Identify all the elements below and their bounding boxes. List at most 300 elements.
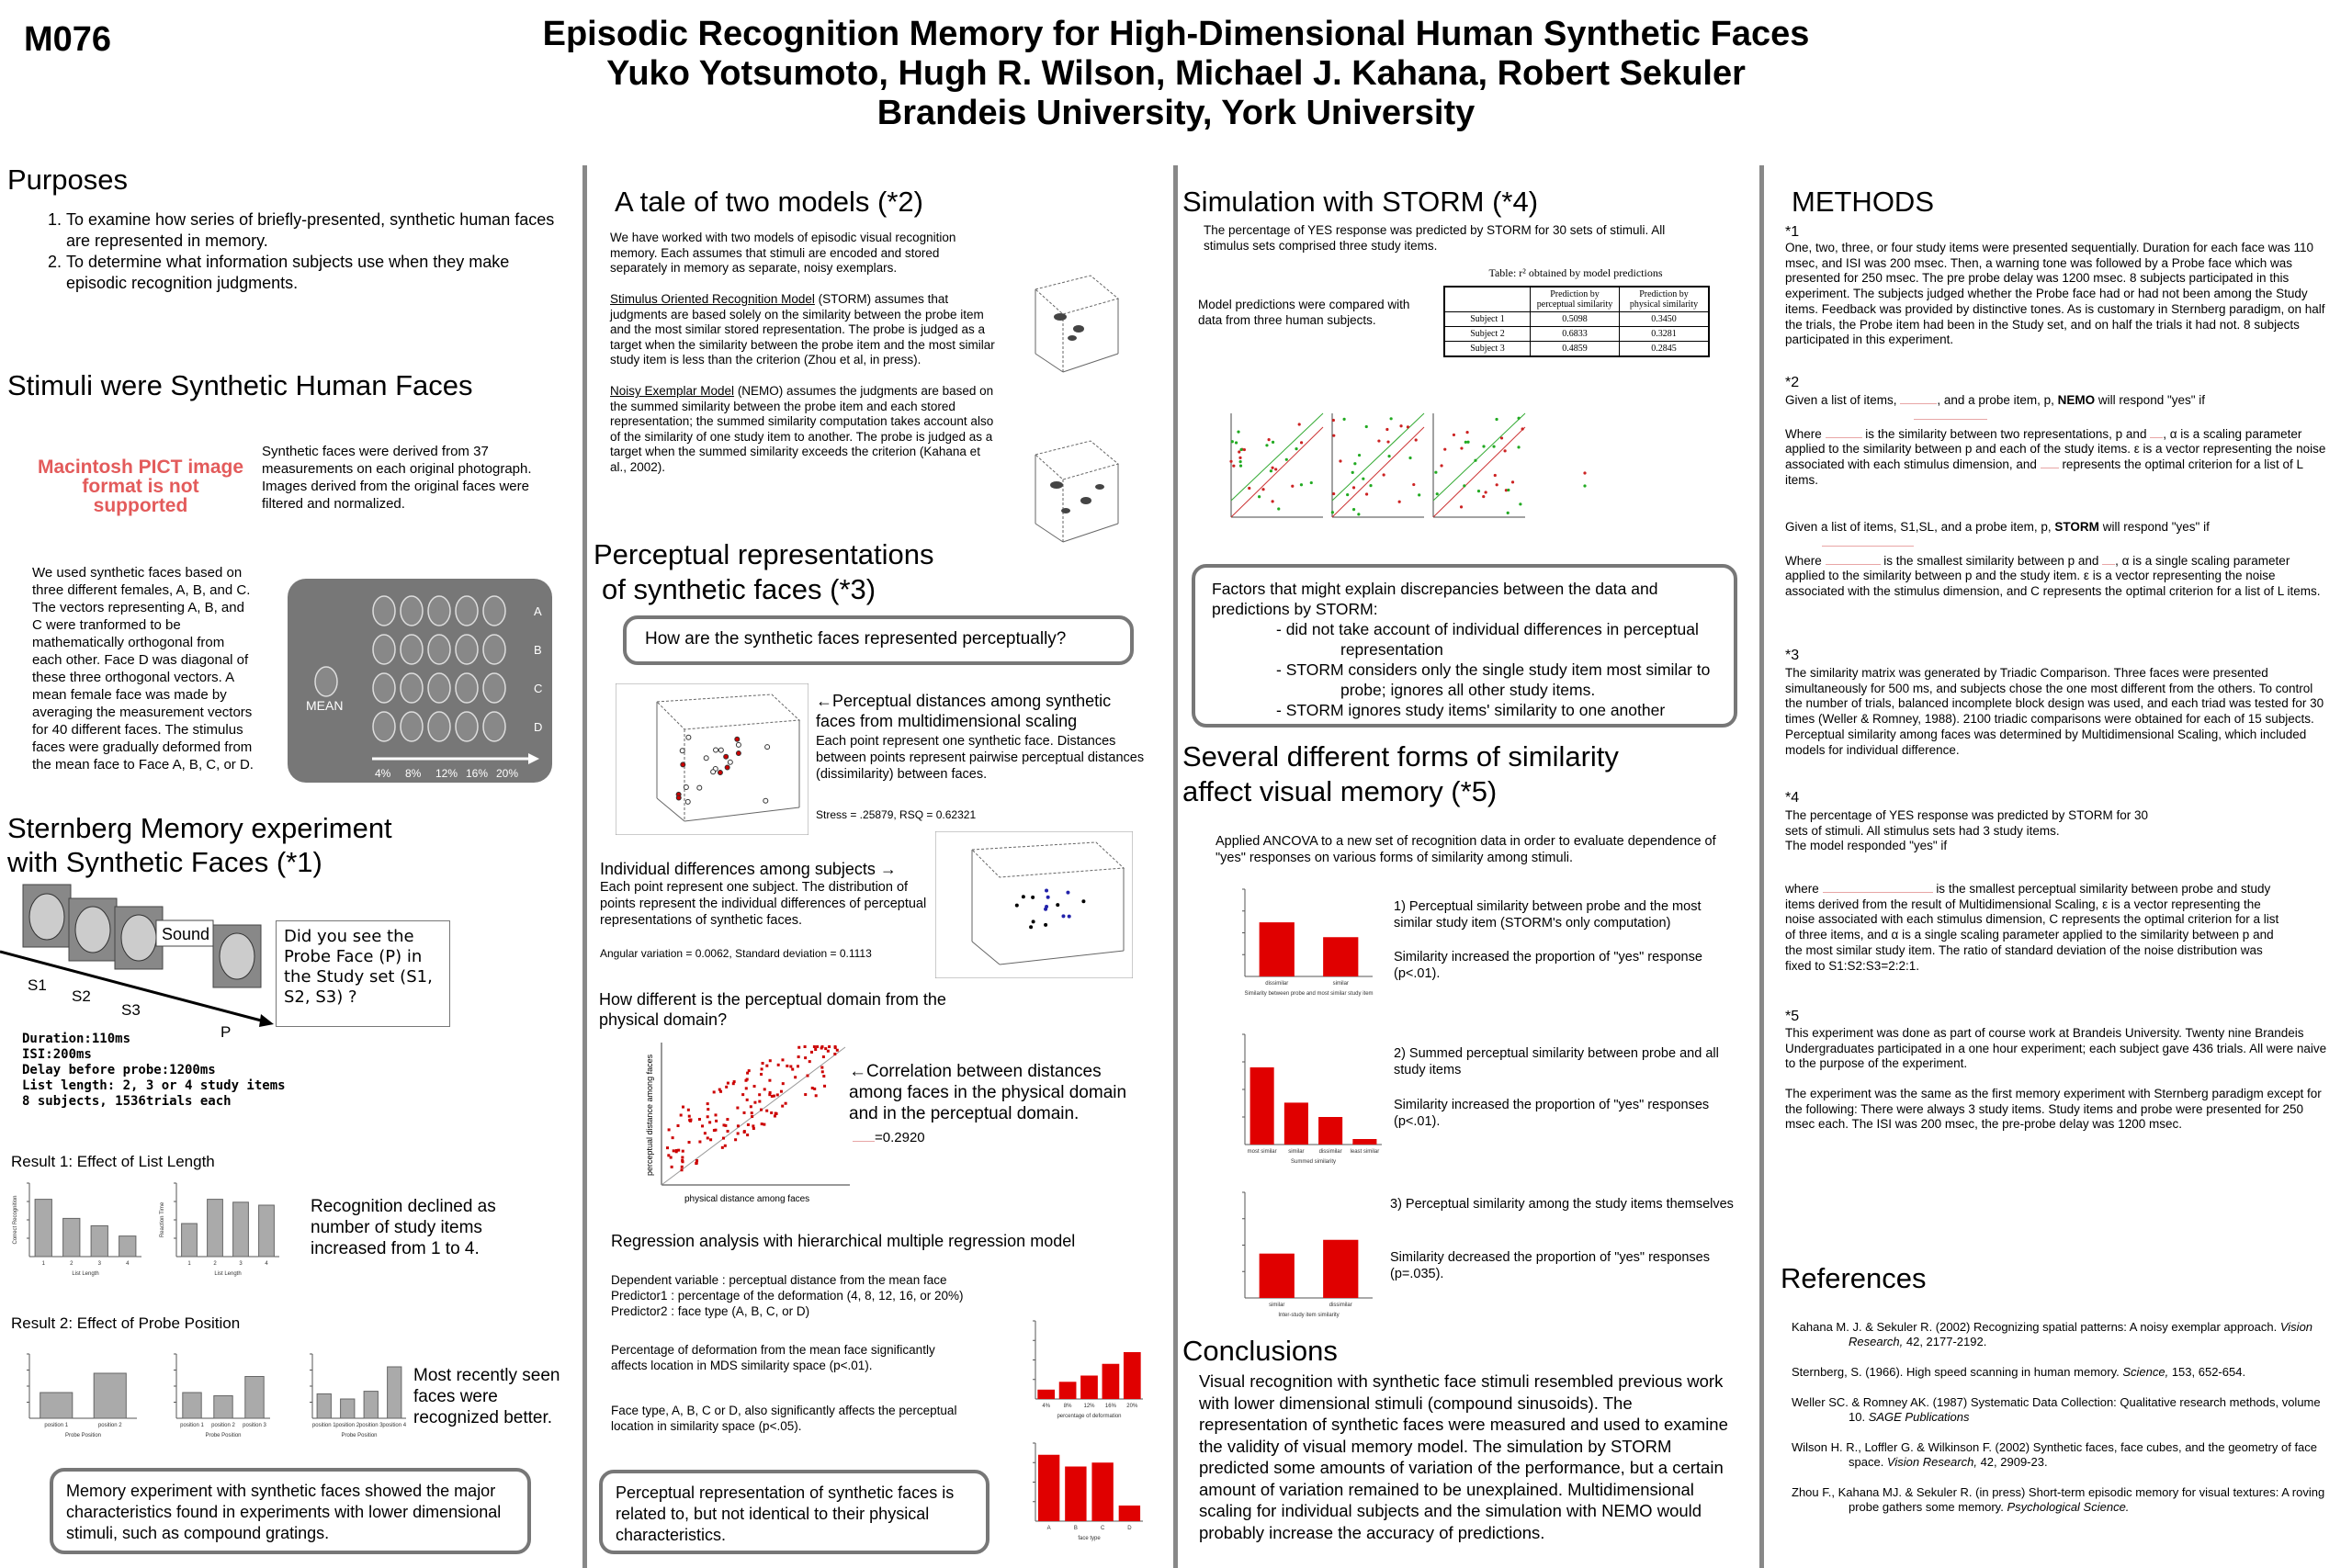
correlation-point <box>741 1093 744 1096</box>
face-thumbnail <box>428 712 450 741</box>
col1-summary-box: Memory experiment with synthetic faces showed the major characteristics found in experiments with lower dimensional stimuli, such as compound gratings. <box>50 1468 531 1554</box>
prediction-point <box>1465 431 1468 434</box>
face-thumbnail <box>373 712 395 741</box>
mds-point <box>725 765 729 770</box>
correlation-point <box>810 1051 813 1054</box>
correlation-point <box>760 1109 763 1111</box>
correlation-point <box>743 1130 746 1133</box>
table-cell: 0.4859 <box>1531 342 1620 357</box>
correlation-point <box>682 1160 684 1163</box>
finding2-title: 2) Summed perceptual similarity between probe and all study items <box>1394 1046 1719 1077</box>
correlation-point <box>777 1064 780 1066</box>
factors-box <box>1192 564 1737 728</box>
table-header: Prediction by physical similarity <box>1620 287 1710 312</box>
methods-heading: METHODS <box>1792 186 1934 218</box>
table-header: Prediction by perceptual similarity <box>1531 287 1620 312</box>
model-3d-plot-nemo <box>1022 432 1125 547</box>
prediction-point <box>1517 417 1520 420</box>
correlation-point <box>722 1137 725 1140</box>
correlation-point <box>804 1056 807 1059</box>
face-thumbnail <box>483 712 505 741</box>
result2-text: Most recently seen faces were recognized better. <box>413 1366 560 1427</box>
correlation-point <box>721 1146 724 1149</box>
poster-authors: Yuko Yotsumoto, Hugh R. Wilson, Michael J. Kahana, Robert Sekuler <box>606 54 1746 93</box>
mds-point <box>735 737 740 741</box>
correlation-point <box>797 1046 800 1049</box>
mds-point <box>680 749 684 753</box>
correlation-point <box>752 1124 754 1127</box>
correlation-point <box>762 1062 764 1065</box>
correlation-point <box>804 1093 807 1096</box>
x-tick-label: C <box>1100 1526 1105 1531</box>
correlation-point <box>672 1136 674 1139</box>
scatter-ylabel: perceptual distance among faces <box>645 1054 654 1176</box>
prediction-point <box>1460 505 1463 508</box>
x-axis-label: Probe Position <box>205 1433 242 1438</box>
result1-heading: Result 1: Effect of List Length <box>11 1153 215 1170</box>
subject-point <box>1045 889 1048 893</box>
mds-point <box>714 748 718 752</box>
prediction-point <box>1261 488 1264 491</box>
correlation-point <box>666 1146 669 1149</box>
prediction-point <box>1248 487 1250 490</box>
face-thumbnail <box>428 596 450 626</box>
prediction-point <box>1365 492 1368 495</box>
prediction-point <box>1272 441 1274 444</box>
param-line: 8 subjects, 1536trials each <box>22 1094 232 1109</box>
method-label: *2 <box>1785 375 1800 390</box>
col2-summary-box: Perceptual representation of synthetic faces is related to, but not identical to their physical characteristics. <box>599 1470 989 1554</box>
prediction-point <box>1310 481 1313 484</box>
s-label: S2 <box>72 987 91 1005</box>
correlation-value <box>853 1130 925 1145</box>
x-tick-label: position 1 <box>311 1423 336 1428</box>
face-thumbnail <box>483 596 505 626</box>
correlation-point <box>763 1088 766 1090</box>
prediction-point <box>1238 457 1241 459</box>
storm-prediction-scatters <box>1190 409 1649 547</box>
study-face-1 <box>23 885 71 947</box>
subject-point <box>1045 905 1048 908</box>
scale-label: 20% <box>496 767 519 780</box>
regression-line: Predictor2 : face type (A, B, C, or D) <box>611 1304 810 1318</box>
correlation-point <box>820 1066 823 1069</box>
bar <box>214 1396 232 1419</box>
correlation-point <box>781 1058 784 1061</box>
correlation-point <box>695 1159 698 1162</box>
column-divider <box>1759 165 1764 1568</box>
faces-panel <box>288 579 552 783</box>
bar <box>91 1225 107 1257</box>
bar <box>317 1393 331 1418</box>
correlation-point <box>770 1111 773 1114</box>
correlation-point <box>827 1050 830 1053</box>
models-intro: We have worked with two models of episodic visual recognition memory. Each assumes that stimuli are encoded and stored separately in memory as separate, noisy exemplars. <box>610 231 956 275</box>
faces-grid <box>288 579 552 783</box>
table-cell: Subject 2 <box>1444 327 1531 342</box>
prediction-point <box>1399 424 1402 427</box>
simulation-compare: Model predictions were compared with data from three human subjects. <box>1198 298 1410 327</box>
correlation-point <box>797 1055 800 1058</box>
poster-title: Episodic Recognition Memory for High-Dimensional Human Synthetic Faces <box>542 15 1810 53</box>
prediction-point <box>1418 493 1420 496</box>
experiment-params <box>22 1032 286 1110</box>
x-tick-label: similar <box>1332 981 1349 987</box>
prediction-point <box>1482 445 1485 447</box>
prediction-point <box>1440 464 1442 467</box>
face-thumbnail <box>373 673 395 703</box>
subject-point <box>1056 903 1059 907</box>
sternberg-heading-line: with Synthetic Faces (*1) <box>7 846 322 878</box>
face-thumbnail <box>483 673 505 703</box>
method-4-line: The percentage of YES response was predicted by STORM for 30 sets of stimuli. All stimulus sets had 3 study items. <box>1785 808 2148 838</box>
correlation-point <box>751 1111 753 1114</box>
poster-header <box>0 15 2352 133</box>
correlation-point <box>833 1053 836 1055</box>
x-tick-label: position 3 <box>243 1423 266 1428</box>
bar <box>233 1202 249 1257</box>
sound-label: Sound <box>162 925 210 943</box>
correlation-point <box>834 1045 837 1048</box>
bar <box>1119 1506 1140 1521</box>
face-thumbnail <box>373 596 395 626</box>
prediction-point <box>1415 438 1418 441</box>
x-tick-label: dissimilar <box>1318 1149 1342 1155</box>
prediction-point <box>1507 512 1510 514</box>
subject-point <box>1068 915 1071 919</box>
physical-question: How different is the perceptual domain from the physical domain? <box>599 990 946 1029</box>
fit-line <box>1231 413 1323 501</box>
mds-point <box>763 798 768 803</box>
fit-line <box>1231 427 1323 517</box>
percept-heading <box>594 537 934 607</box>
regression-line: Dependent variable : perceptual distance from the mean face <box>611 1273 947 1287</box>
table-cell: 0.5098 <box>1531 312 1620 327</box>
bar <box>94 1373 126 1418</box>
x-tick-label: position 1 <box>44 1423 69 1428</box>
prediction-point <box>1300 441 1303 444</box>
finding3-title: 3) Perceptual similarity among the study items themselves <box>1390 1197 1734 1212</box>
poster-affiliation: Brandeis University, York University <box>876 94 1476 132</box>
correlation-point <box>704 1132 707 1134</box>
correlation-point <box>748 1069 751 1072</box>
prediction-point <box>1272 500 1274 502</box>
pict-placeholder: Macintosh PICT image format is not supported <box>37 457 244 516</box>
correlation-point <box>814 1048 817 1051</box>
correlation-point <box>823 1085 826 1088</box>
prediction-point <box>1235 441 1238 444</box>
correlation-point <box>811 1087 814 1089</box>
face-thumbnail <box>456 635 478 664</box>
prediction-point <box>1346 493 1349 496</box>
bar <box>182 1224 198 1257</box>
prediction-point <box>1485 491 1487 493</box>
mean-face-thumbnail <box>315 667 337 696</box>
reference-item: Weller SC. & Romney AK. (1987) Systematic Data Collection: Qualitative research methods, volume 10. SAGE Publications <box>1792 1395 2321 1424</box>
prediction-point <box>1232 465 1235 468</box>
correlation-point <box>687 1109 690 1111</box>
x-tick-label: A <box>1046 1526 1051 1531</box>
x-tick-label: 1 <box>187 1261 191 1267</box>
reference-item: Sternberg, S. (1966). High speed scanning in human memory. Science, 153, 652-654. <box>1792 1365 2246 1379</box>
prediction-point <box>1492 445 1495 447</box>
mds-point <box>765 745 770 750</box>
correlation-point <box>782 1082 785 1085</box>
bar <box>341 1399 355 1418</box>
prediction-point <box>1353 462 1356 465</box>
bar <box>1038 1455 1059 1521</box>
prediction-point <box>1331 511 1334 513</box>
correlation-point <box>701 1124 704 1127</box>
prediction-point <box>1295 447 1297 450</box>
prediction-point <box>1511 480 1514 483</box>
correlation-point <box>737 1124 740 1127</box>
x-tick-label: position 2 <box>335 1423 360 1428</box>
subject-point <box>1081 899 1085 903</box>
correlation-point <box>821 1045 824 1048</box>
prediction-point <box>1239 448 1242 451</box>
finding2-result: Similarity increased the proportion of "yes" responses (p<.01). <box>1394 1098 1710 1129</box>
probe-face <box>213 925 261 987</box>
correlation-point <box>688 1141 691 1144</box>
correlation-point <box>769 1091 772 1094</box>
prediction-point <box>1332 492 1335 495</box>
fit-line <box>1433 413 1525 501</box>
indiv-title: Individual differences among subjects → <box>600 860 897 878</box>
indiv-text: Each point represent one subject. The distribution of points represent the individual differences of perceptual representations of synthetic faces. <box>600 880 927 928</box>
correlation-point <box>746 1134 749 1136</box>
legend-marker <box>1583 484 1586 487</box>
legend-marker <box>1583 471 1586 474</box>
bar <box>1065 1467 1086 1522</box>
correlation-point <box>681 1166 684 1168</box>
face-thumbnail <box>483 635 505 664</box>
correlation-point <box>765 1110 768 1112</box>
bar <box>119 1236 136 1257</box>
correlation-point <box>688 1115 691 1118</box>
subject-point <box>1061 914 1065 918</box>
method-1-text: One, two, three, or four study items were presented sequentially. Duration for each face was 110 msec, and ISI was 200 msec. Then, a warning tone was followed by a Probe face which was presented for 250 msec. The pre probe delay was 1200 msec. 8 subjects participated in this experiment. The subjects judged whether the Probe face had or had not been among the Study items. Feedback was provided by distinctive tones. As is customary in Sternberg paradigm, on half the trials, the Probe item had been in the Study set, and on half the trials it had not. 8 subjects participated in this experiment. <box>1785 241 2325 347</box>
p-label: P <box>220 1023 232 1041</box>
prediction-point <box>1453 434 1455 436</box>
prediction-point <box>1243 448 1246 451</box>
mean-label: MEAN <box>306 698 344 713</box>
method-2-nemo: Given a list of items, , and a probe item, p, NEMO will respond "yes" if Where is the similarity between two representations, p and , α is a scaling parameter applied to the similarity between p and each of the study items. ε is a vector representing the noise associated with each stimulus dimension, and represents the optimal criterion for a list of L items. <box>1785 393 2326 487</box>
purposes-list <box>37 209 570 294</box>
correlation-point <box>821 1070 824 1073</box>
nemo-name: Noisy Exemplar Model <box>610 384 735 398</box>
scale-arrow-head <box>528 753 539 764</box>
face-thumbnail <box>401 712 423 741</box>
x-tick-label: B <box>1073 1526 1078 1531</box>
prediction-point <box>1390 417 1393 420</box>
correlation-point <box>746 1099 749 1101</box>
correlation-point <box>760 1073 763 1076</box>
y-axis-label: Reaction Time <box>160 1201 165 1238</box>
mds-point <box>718 748 723 752</box>
subject-point <box>1022 895 1025 898</box>
x-tick-label: similar <box>1288 1149 1305 1155</box>
bar <box>40 1393 73 1418</box>
x-tick-label: 4 <box>126 1261 130 1267</box>
face-thumbnail <box>456 596 478 626</box>
prediction-point <box>1268 438 1271 441</box>
method-3-text: The similarity matrix was generated by Triadic Comparison. Three faces were presented simultaneously for 500 ms, and subjects chose the one most different from the others. To control the number of trials, balanced incomplete block design was used, and each triad was tested for 30 times (Weller & Romney, 1988). 2100 triadic comparisons were obtained for each of 15 subjects. Perceptual similarity among faces was determined by Multidimensional Scaling, which included models for individual difference. <box>1785 666 2324 757</box>
bar <box>1102 1364 1120 1399</box>
x-axis-label: percentage of deformation <box>1057 1414 1122 1419</box>
table-cell: 0.2845 <box>1620 342 1710 357</box>
subject-point <box>1066 891 1069 895</box>
chart-probe-position-2 <box>9 1347 142 1438</box>
method-2-storm: Given a list of items, S1,SL, and a probe item, p, STORM will respond "yes" if Where is the smallest similarity between p and , α is a single scaling parameter applied to the similarity between p and the study item. ε is a vector representing the noise associated with the stimulus dimension, and C represents the optimal criterion for a list of L items. <box>1785 520 2321 599</box>
prediction-point <box>1494 474 1497 477</box>
prediction-point <box>1352 486 1355 489</box>
prediction-table-wrap <box>1438 266 1713 357</box>
table-cell: 0.3281 <box>1620 327 1710 342</box>
reference-item: Wilson H. R., Loffler G. & Wilkinson F. (2002) Synthetic faces, face cubes, and the geometry of face space. Vision Research, 42, 2909-23. <box>1792 1440 2318 1469</box>
s-label: S1 <box>28 976 47 994</box>
method-5-text-1: This experiment was done as part of course work at Brandeis University. Twenty nine Brandeis Undergraduates participated in a one hour experiment; each subject gave 436 trials. All were naive to the purpose of the experiment. <box>1785 1026 2327 1071</box>
subject-point <box>1015 904 1019 908</box>
correlation-point <box>828 1045 831 1048</box>
face-row-label: B <box>534 643 542 657</box>
x-axis-label: List Length <box>214 1271 242 1277</box>
result1-text: Recognition declined as number of study items increased from 1 to 4. <box>311 1197 496 1258</box>
fit-line <box>1433 427 1525 517</box>
correlation-point <box>707 1136 709 1139</box>
x-tick-label: 3 <box>97 1261 101 1267</box>
prediction-point <box>1332 419 1335 422</box>
x-tick-label: dissimilar <box>1329 1303 1352 1308</box>
percept-heading-line: Perceptual representations <box>594 538 934 570</box>
face-thumbnail <box>428 673 450 703</box>
correlation-point <box>791 1068 794 1071</box>
face-row-label: D <box>534 720 543 734</box>
correlation-point <box>797 1065 799 1067</box>
correlation-point <box>707 1115 709 1118</box>
x-axis-label: Inter-study item similarity <box>1278 1313 1340 1318</box>
correlation-point <box>816 1045 819 1048</box>
correlation-point <box>775 1112 777 1115</box>
param-line: List length: 2, 3 or 4 study items <box>22 1078 286 1093</box>
correlation-point <box>789 1066 792 1068</box>
prediction-point <box>1271 467 1273 469</box>
reference-item: Kahana M. J. & Sekuler R. (2002) Recognizing spatial patterns: A noisy exemplar approach. Vision Research, 42, 2177-2192. <box>1792 1320 2313 1348</box>
table-cell: Subject 1 <box>1444 312 1531 327</box>
correlation-point <box>682 1150 684 1153</box>
prediction-point <box>1496 483 1498 486</box>
face-thumbnail <box>428 635 450 664</box>
forms-heading-line: Several different forms of similarity <box>1182 740 1619 773</box>
individual-differences-plot <box>935 831 1133 978</box>
correlation-point <box>715 1120 718 1122</box>
percept-heading-line: of synthetic faces (*3) <box>602 573 876 605</box>
s-label: S3 <box>121 1001 141 1019</box>
x-tick-label: 3 <box>239 1261 243 1267</box>
references-list <box>1792 1320 2329 1530</box>
x-tick-label: position 2 <box>97 1423 122 1428</box>
mds-point <box>676 795 681 800</box>
prediction-point <box>1351 471 1354 474</box>
prediction-point <box>1398 501 1401 503</box>
x-tick-label: least similar <box>1350 1149 1380 1155</box>
mds-point <box>686 735 691 739</box>
x-tick-label: 2 <box>213 1261 217 1267</box>
factors-intro: Factors that might explain discrepancies between the data and predictions by STORM: <box>1212 580 1658 618</box>
x-tick-label: 8% <box>1063 1404 1072 1409</box>
prediction-point <box>1357 513 1360 515</box>
correlation-point <box>715 1113 718 1116</box>
finding1-title: 1) Perceptual similarity between probe and the most similar study item (STORM's only computation) <box>1394 899 1702 931</box>
bar <box>1323 937 1358 976</box>
x-axis-label: Summed similarity <box>1290 1159 1337 1165</box>
correlation-point <box>708 1121 711 1123</box>
x-tick-label: similar <box>1269 1303 1285 1308</box>
prediction-point <box>1352 508 1355 511</box>
face-thumbnail <box>456 673 478 703</box>
param-line: Duration:110ms <box>22 1032 131 1046</box>
correlation-point <box>673 1149 675 1152</box>
bar <box>1318 1117 1342 1145</box>
correlation-point <box>727 1082 729 1085</box>
regression-variables <box>611 1272 997 1319</box>
correlation-point <box>727 1130 729 1133</box>
prediction-point <box>1239 465 1242 468</box>
prediction-point <box>1239 460 1242 463</box>
mds-point <box>704 756 708 761</box>
scale-label: 16% <box>466 767 489 780</box>
correlation-point <box>794 1076 797 1078</box>
table-row <box>1444 327 1709 342</box>
correlation-point <box>815 1094 818 1097</box>
prediction-point <box>1482 495 1485 498</box>
chart-similarity-1 <box>1217 882 1378 997</box>
prediction-point <box>1377 439 1380 442</box>
correlation-point <box>736 1107 739 1110</box>
bar <box>1260 1254 1295 1298</box>
correlation-number: =0.2920 <box>875 1130 925 1145</box>
face-thumbnail <box>373 635 395 664</box>
correlation-point <box>769 1059 772 1062</box>
regression-result-1: Percentage of deformation from the mean face significantly affects location in MDS similarity space (p<.01). <box>611 1343 935 1372</box>
bar <box>1124 1352 1141 1399</box>
prediction-point <box>1277 507 1280 510</box>
correlation-point <box>804 1045 807 1048</box>
stimuli-heading: Stimuli were Synthetic Human Faces <box>7 369 473 401</box>
bar <box>245 1377 264 1419</box>
prediction-point <box>1436 492 1439 495</box>
indiv-stats: Angular variation = 0.0062, Standard deviation = 0.1113 <box>600 947 872 960</box>
subject-point <box>1031 896 1035 899</box>
correlation-point <box>761 1067 763 1070</box>
correlation-point <box>786 1065 788 1067</box>
prediction-point <box>1434 471 1437 474</box>
table-cell: Subject 3 <box>1444 342 1531 357</box>
table-row <box>1444 312 1709 327</box>
purpose-item: 2. To determine what information subjects use when they make episodic recognition judgments. <box>66 252 570 294</box>
mds-point <box>685 799 690 804</box>
correlation-point <box>768 1079 771 1082</box>
bar <box>259 1205 275 1257</box>
correlation-point <box>806 1075 808 1077</box>
bar <box>1284 1102 1308 1145</box>
prediction-point <box>1231 440 1234 443</box>
subject-point <box>1029 925 1033 929</box>
bar <box>35 1200 51 1257</box>
scale-label: 12% <box>435 767 458 780</box>
mds-point <box>711 770 716 774</box>
prediction-point <box>1339 459 1341 462</box>
